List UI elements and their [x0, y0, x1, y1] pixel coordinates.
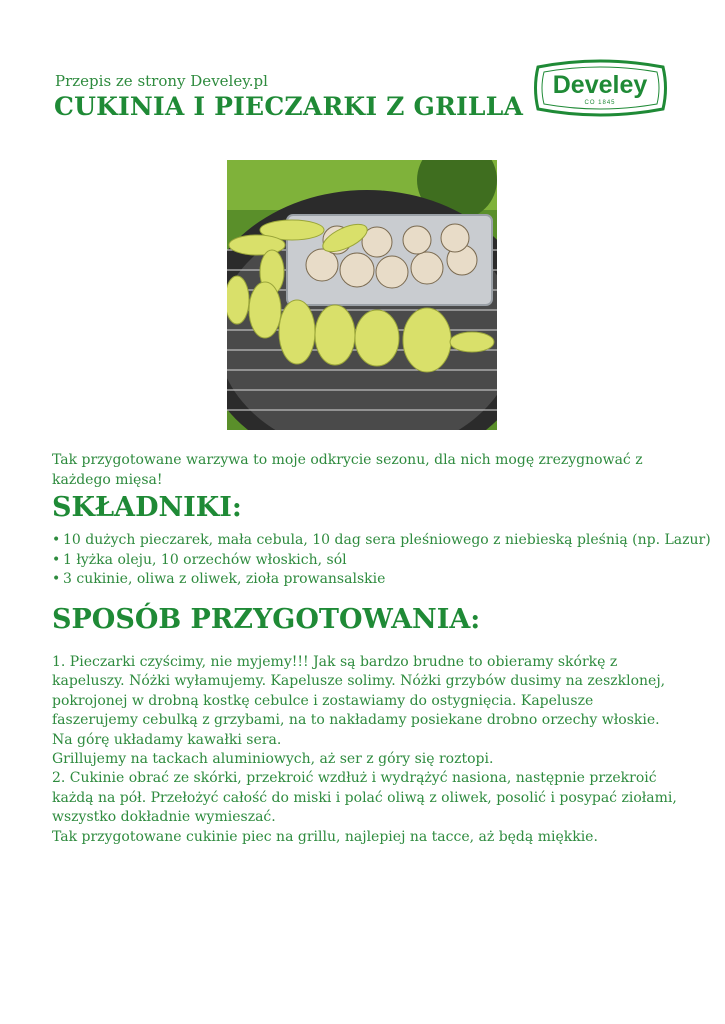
ingredient-text: 3 cukinie, oliwa z oliwek, zioła prowansalskie	[63, 571, 386, 587]
preparation-heading: SPOSÓB PRZYGOTOWANIA:	[52, 604, 481, 635]
recipe-source: Przepis ze strony Develey.pl	[55, 72, 268, 90]
ingredient-text: 1 łyżka oleju, 10 orzechów włoskich, sól	[63, 551, 347, 568]
svg-text:Develey: Develey	[552, 71, 648, 99]
ingredient-text: 10 dużych pieczarek, mała cebula, 10 dag sera pleśniowego z niebieską pleśnią (np. Lazur)	[63, 532, 711, 548]
ingredient-item	[52, 531, 711, 551]
preparation-steps	[52, 653, 682, 847]
preparation-paragraph: Grillujemy na tackach aluminiowych, aż ser z góry się roztopi.	[52, 751, 494, 768]
preparation-paragraph: 2. Cukinie obrać ze skórki, przekroić wzdłuż i wydrążyć nasiona, następnie przekroić każdą na pół. Przełożyć całość do miski i polać oliwą z oliwek, posolić i posypać ziołami, wszystko dokładnie wymieszać.	[52, 770, 677, 826]
ingredient-item	[52, 551, 711, 571]
develey-logo	[532, 57, 669, 119]
bullet: •	[52, 532, 61, 548]
grill-photo	[227, 160, 497, 430]
svg-text:CO 1845: CO 1845	[584, 100, 616, 106]
intro-text: Tak przygotowane warzywa to moje odkrycie sezonu, dla nich mogę zrezygnować z każdego mięsa!	[52, 452, 643, 488]
preparation-paragraph: Tak przygotowane cukinie piec na grillu, najlepiej na tacce, aż będą miękkie.	[52, 828, 598, 845]
ingredients-list	[52, 531, 711, 590]
bullet: •	[52, 571, 61, 587]
ingredient-item	[52, 570, 711, 590]
preparation-paragraph: 1. Pieczarki czyścimy, nie myjemy!!! Jak są bardzo brudne to obieramy skórkę z kapeluszy. Nóżki wyłamujemy. Kapelusze solimy. Nóżki grzybów dusimy na zeszklonej, pokrojonej w drobną kostkę cebulce i zostawiamy do ostygnięcia. Kapelusze faszerujemy cebulką z grzybami, na to nakładamy posiekane drobno orzechy włoskie. Na górę układamy kawałki sera.	[52, 654, 666, 748]
page-title: CUKINIA I PIECZARKI Z GRILLA	[54, 92, 524, 121]
ingredients-heading: SKŁADNIKI:	[52, 492, 242, 523]
bullet: •	[52, 551, 61, 568]
